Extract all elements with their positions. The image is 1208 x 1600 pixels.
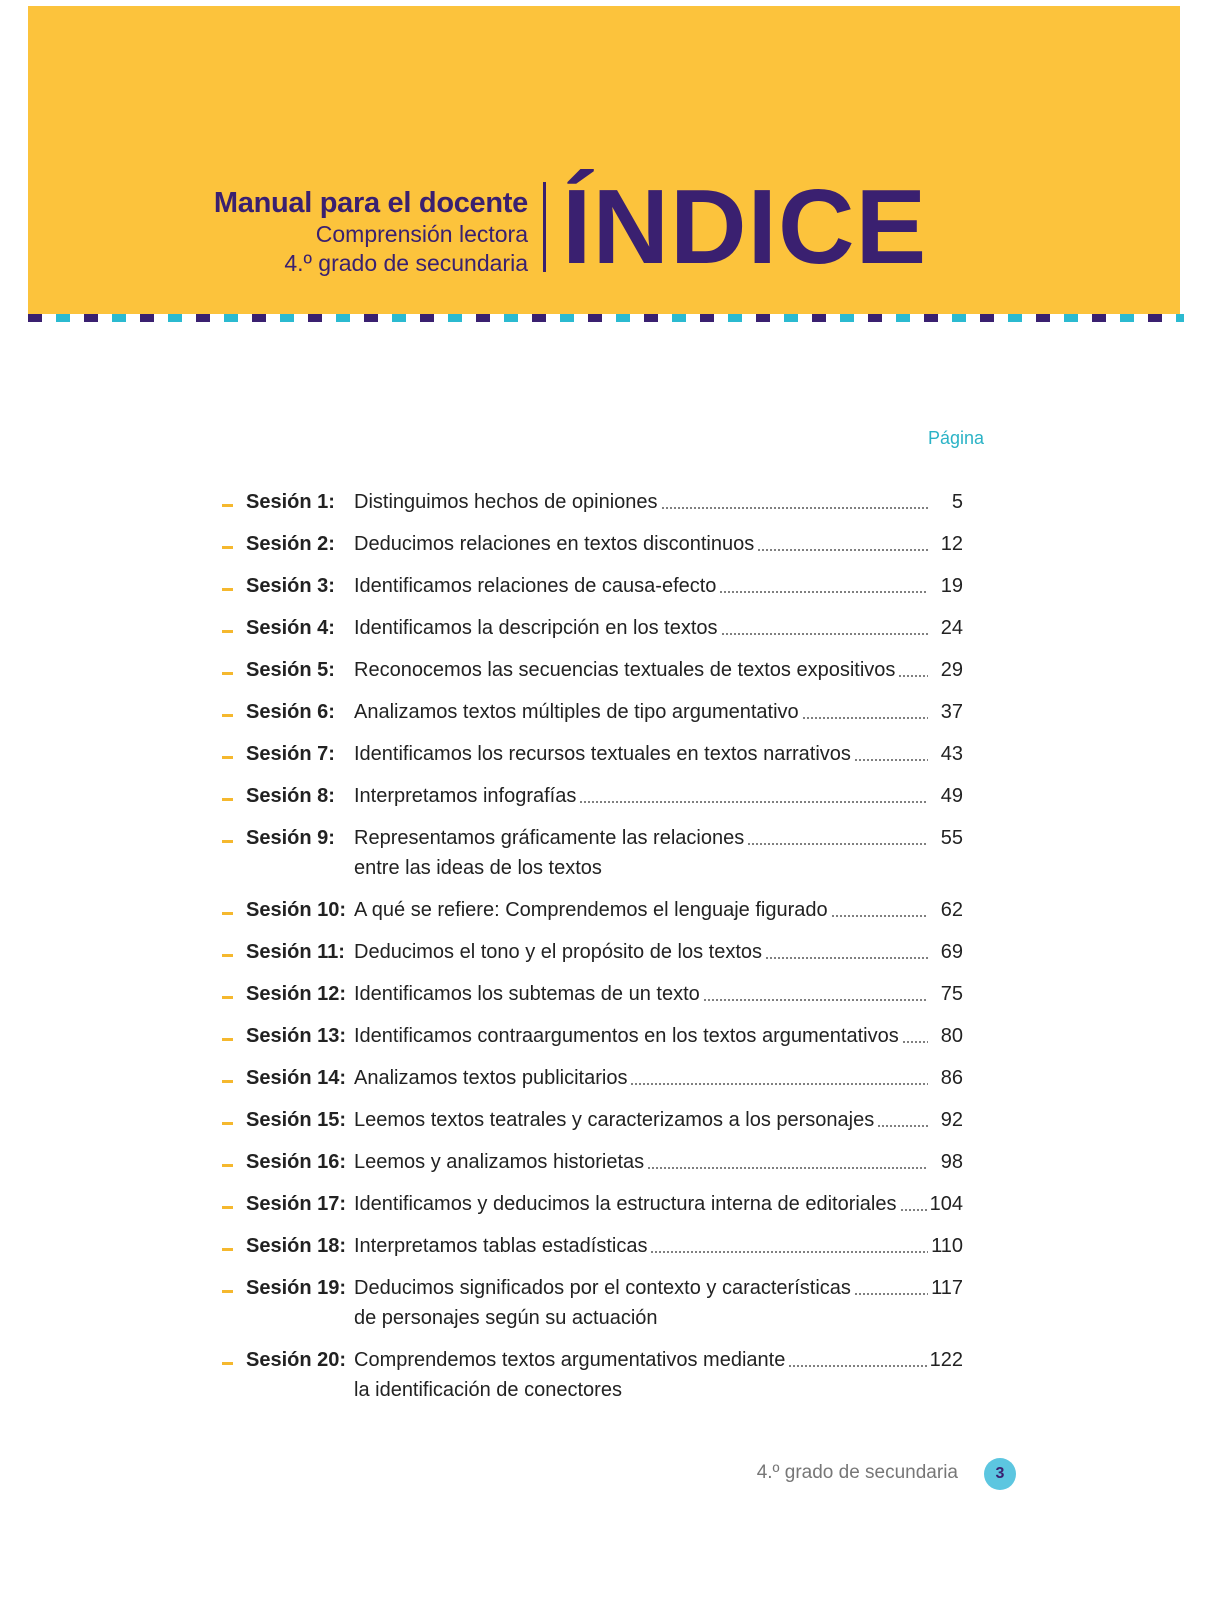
toc-entry xyxy=(218,615,978,647)
entry-page-number: 104 xyxy=(929,1193,963,1215)
entry-page-number: 43 xyxy=(940,743,963,765)
entry-title-wrap xyxy=(354,491,928,514)
session-label: Sesión 9: xyxy=(246,827,335,849)
dot-leader xyxy=(747,843,928,845)
bullet-dash xyxy=(222,504,233,507)
entry-title-wrap xyxy=(354,659,928,682)
toc-entry xyxy=(218,981,978,1013)
entry-page-number: 110 xyxy=(931,1235,963,1257)
session-label: Sesión 16: xyxy=(246,1151,347,1173)
entry-title: Deducimos el tono y el propósito de los textos xyxy=(354,941,762,963)
session-label: Sesión 14: xyxy=(246,1067,347,1089)
entry-title-wrap xyxy=(354,1235,928,1258)
entry-title: Identificamos contraargumentos en los textos argumentativos xyxy=(354,1025,899,1047)
entry-title: Deducimos significados por el contexto y características xyxy=(354,1277,851,1299)
toc-entry xyxy=(218,825,978,887)
entry-page-number: 92 xyxy=(940,1109,963,1131)
entry-page-number: 24 xyxy=(940,617,963,639)
session-label: Sesión 12: xyxy=(246,983,347,1005)
entry-title: Identificamos la descripción en los textos xyxy=(354,617,718,639)
page-column-label: Página xyxy=(928,428,985,448)
bullet-dash xyxy=(222,672,233,675)
entry-title: Identificamos los recursos textuales en textos narrativos xyxy=(354,743,851,765)
session-label: Sesión 17: xyxy=(246,1193,347,1215)
entry-page-number: 80 xyxy=(940,1025,963,1047)
entry-title-wrap xyxy=(354,533,928,556)
bullet-dash xyxy=(222,840,233,843)
entry-page-number: 122 xyxy=(929,1349,963,1371)
dot-leader xyxy=(788,1365,928,1367)
bullet-dash xyxy=(222,756,233,759)
dot-leader xyxy=(757,549,928,551)
entry-title-wrap xyxy=(354,1349,928,1372)
entry-title: Deducimos relaciones en textos discontinuos xyxy=(354,533,755,555)
bullet-dash xyxy=(222,1164,233,1167)
entry-title: Analizamos textos múltiples de tipo argumentativo xyxy=(354,701,799,723)
bullet-dash xyxy=(222,1248,233,1251)
entry-page-number: 117 xyxy=(931,1277,963,1299)
bullet-dash xyxy=(222,912,233,915)
entry-title: A qué se refiere: Comprendemos el lenguaje figurado xyxy=(354,899,828,921)
entry-page-number: 69 xyxy=(940,941,963,963)
bullet-dash xyxy=(222,1206,233,1209)
entry-title-wrap xyxy=(354,899,928,922)
dot-leader xyxy=(579,801,928,803)
toc-entry xyxy=(218,783,978,815)
entry-page-number: 62 xyxy=(940,899,963,921)
table-of-contents xyxy=(218,489,978,1419)
dot-leader xyxy=(721,633,928,635)
entry-page-number: 19 xyxy=(940,575,963,597)
dot-leader xyxy=(902,1041,928,1043)
dot-leader xyxy=(898,675,928,677)
footer-grade: 4.º grado de secundaria xyxy=(756,1462,958,1483)
page-title: ÍNDICE xyxy=(562,168,928,286)
bullet-dash xyxy=(222,630,233,633)
bullet-dash xyxy=(222,1122,233,1125)
toc-entry xyxy=(218,1233,978,1265)
entry-page-number: 98 xyxy=(940,1151,963,1173)
page-number-badge: 3 xyxy=(984,1458,1016,1490)
session-label: Sesión 19: xyxy=(246,1277,347,1299)
entry-title: Identificamos y deducimos la estructura interna de editoriales xyxy=(354,1193,897,1215)
dot-leader xyxy=(647,1167,928,1169)
dot-leader xyxy=(765,957,928,959)
entry-title: Distinguimos hechos de opiniones xyxy=(354,491,658,513)
entry-title-wrap xyxy=(354,575,928,598)
bullet-dash xyxy=(222,1290,233,1293)
session-label: Sesión 5: xyxy=(246,659,335,681)
entry-title: Identificamos los subtemas de un texto xyxy=(354,983,700,1005)
session-label: Sesión 1: xyxy=(246,491,335,513)
session-label: Sesión 10: xyxy=(246,899,347,921)
dot-leader xyxy=(802,717,928,719)
entry-page-number: 49 xyxy=(940,785,963,807)
entry-title: Interpretamos infografías xyxy=(354,785,577,807)
bullet-dash xyxy=(222,1362,233,1365)
session-label: Sesión 6: xyxy=(246,701,335,723)
dot-leader xyxy=(877,1125,928,1127)
toc-entry xyxy=(218,699,978,731)
entry-title: Interpretamos tablas estadísticas xyxy=(354,1235,648,1257)
entry-title-wrap xyxy=(354,701,928,724)
entry-title-wrap xyxy=(354,1025,928,1048)
bullet-dash xyxy=(222,954,233,957)
dot-leader xyxy=(650,1251,928,1253)
bullet-dash xyxy=(222,546,233,549)
toc-entry xyxy=(218,939,978,971)
manual-title: Manual para el docente xyxy=(213,187,528,219)
entry-title-wrap xyxy=(354,785,928,808)
toc-entry xyxy=(218,489,978,521)
toc-entry xyxy=(218,531,978,563)
entry-title-wrap xyxy=(354,1277,928,1300)
toc-entry xyxy=(218,1107,978,1139)
session-label: Sesión 15: xyxy=(246,1109,347,1131)
session-label: Sesión 11: xyxy=(246,941,345,963)
session-label: Sesión 2: xyxy=(246,533,335,555)
bullet-dash xyxy=(222,798,233,801)
entry-title: Leemos textos teatrales y caracterizamos a los personajes xyxy=(354,1109,875,1131)
entry-title-continued: de personajes según su actuación xyxy=(354,1307,658,1329)
entry-title-wrap xyxy=(354,743,928,766)
entry-page-number: 55 xyxy=(940,827,963,849)
entry-title-wrap xyxy=(354,983,928,1006)
dot-leader xyxy=(703,999,928,1001)
toc-entry xyxy=(218,1191,978,1223)
toc-entry xyxy=(218,1065,978,1097)
entry-title-wrap xyxy=(354,1109,928,1132)
toc-entry xyxy=(218,1023,978,1055)
entry-title: Reconocemos las secuencias textuales de textos expositivos xyxy=(354,659,896,681)
entry-title: Analizamos textos publicitarios xyxy=(354,1067,628,1089)
dot-leader xyxy=(854,759,928,761)
dot-leader xyxy=(661,507,928,509)
entry-title: Representamos gráficamente las relaciones xyxy=(354,827,745,849)
entry-page-number: 37 xyxy=(940,701,963,723)
entry-page-number: 75 xyxy=(940,983,963,1005)
session-label: Sesión 7: xyxy=(246,743,335,765)
toc-entry xyxy=(218,1347,978,1409)
entry-title-wrap xyxy=(354,1067,928,1090)
dashed-divider xyxy=(28,314,1184,322)
entry-title-continued: entre las ideas de los textos xyxy=(354,857,602,879)
entry-page-number: 5 xyxy=(951,491,963,513)
entry-title-continued: la identificación de conectores xyxy=(354,1379,622,1401)
dot-leader xyxy=(719,591,928,593)
dot-leader xyxy=(831,915,928,917)
entry-title-wrap xyxy=(354,617,928,640)
header-separator xyxy=(543,182,546,272)
session-label: Sesión 13: xyxy=(246,1025,347,1047)
toc-entry xyxy=(218,657,978,689)
bullet-dash xyxy=(222,1038,233,1041)
session-label: Sesión 20: xyxy=(246,1349,347,1371)
entry-page-number: 86 xyxy=(940,1067,963,1089)
toc-entry xyxy=(218,1275,978,1337)
session-label: Sesión 8: xyxy=(246,785,335,807)
toc-entry xyxy=(218,1149,978,1181)
session-label: Sesión 4: xyxy=(246,617,335,639)
entry-title-wrap xyxy=(354,1193,928,1216)
toc-entry xyxy=(218,573,978,605)
session-label: Sesión 18: xyxy=(246,1235,347,1257)
dot-leader xyxy=(900,1209,929,1211)
entry-title: Identificamos relaciones de causa-efecto xyxy=(354,575,717,597)
entry-title-wrap xyxy=(354,827,928,850)
bullet-dash xyxy=(222,588,233,591)
entry-title-wrap xyxy=(354,941,928,964)
entry-page-number: 12 xyxy=(940,533,963,555)
subject-label: Comprensión lectora xyxy=(315,221,528,247)
entry-title: Comprendemos textos argumentativos mediante xyxy=(354,1349,786,1371)
bullet-dash xyxy=(222,714,233,717)
toc-entry xyxy=(218,897,978,929)
entry-page-number: 29 xyxy=(940,659,963,681)
bullet-dash xyxy=(222,1080,233,1083)
toc-entry xyxy=(218,741,978,773)
entry-title-wrap xyxy=(354,1151,928,1174)
dot-leader xyxy=(854,1293,928,1295)
grade-label: 4.º grado de secundaria xyxy=(284,250,528,276)
bullet-dash xyxy=(222,996,233,999)
header-subtitle-block xyxy=(214,186,528,278)
dot-leader xyxy=(630,1083,928,1085)
entry-title: Leemos y analizamos historietas xyxy=(354,1151,645,1173)
session-label: Sesión 3: xyxy=(246,575,335,597)
